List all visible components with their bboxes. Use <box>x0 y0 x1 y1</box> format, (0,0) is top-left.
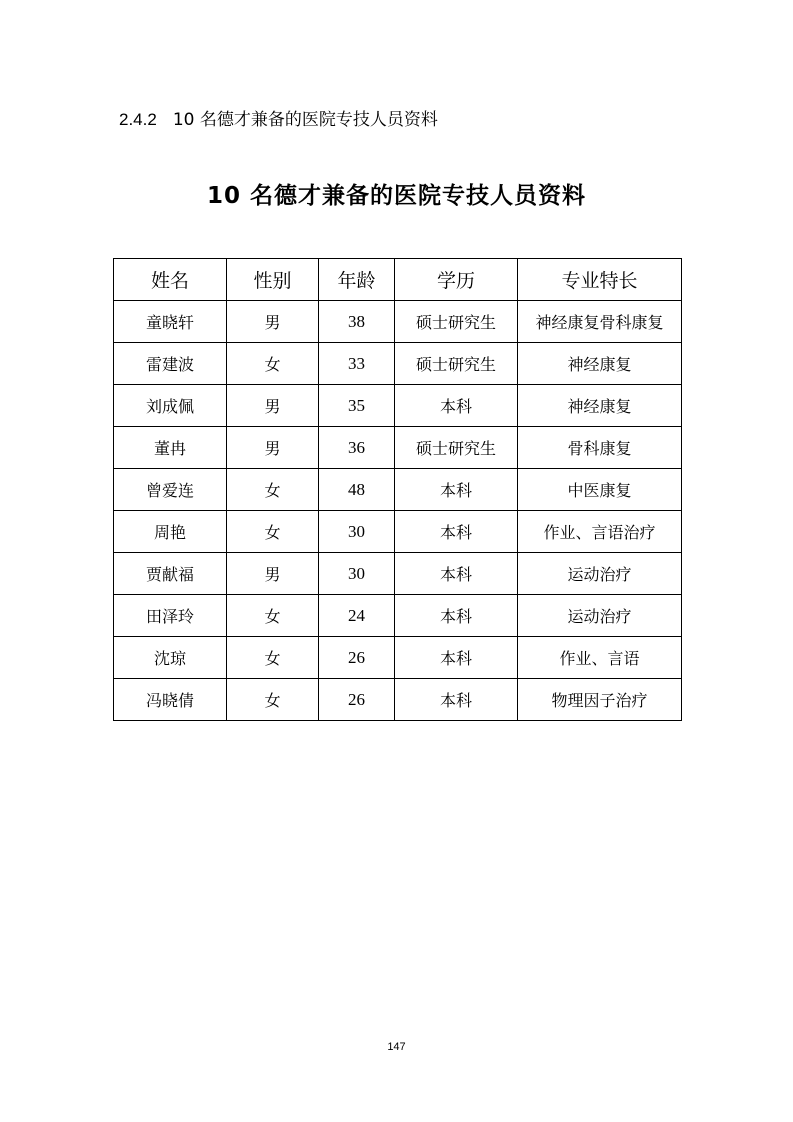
table-row <box>114 427 682 469</box>
cell-gender: 女 <box>227 511 319 553</box>
table-row <box>114 385 682 427</box>
cell-education: 本科 <box>395 679 518 721</box>
cell-age: 26 <box>319 679 395 721</box>
cell-education: 本科 <box>395 553 518 595</box>
table-row <box>114 301 682 343</box>
cell-gender: 女 <box>227 595 319 637</box>
cell-education: 本科 <box>395 595 518 637</box>
cell-name: 周艳 <box>114 511 227 553</box>
header-gender: 性别 <box>227 259 319 301</box>
cell-age: 26 <box>319 637 395 679</box>
cell-specialty: 作业、言语治疗 <box>518 511 682 553</box>
header-education: 学历 <box>395 259 518 301</box>
cell-name: 刘成佩 <box>114 385 227 427</box>
cell-age: 35 <box>319 385 395 427</box>
cell-gender: 男 <box>227 553 319 595</box>
cell-age: 36 <box>319 427 395 469</box>
header-specialty: 专业特长 <box>518 259 682 301</box>
cell-name: 田泽玲 <box>114 595 227 637</box>
header-name: 姓名 <box>114 259 227 301</box>
cell-education: 硕士研究生 <box>395 427 518 469</box>
table-header <box>114 259 682 301</box>
cell-gender: 男 <box>227 385 319 427</box>
section-number: 2.4.2 <box>119 110 157 129</box>
cell-age: 33 <box>319 343 395 385</box>
page-number: 147 <box>387 1041 406 1053</box>
cell-age: 30 <box>319 511 395 553</box>
cell-specialty: 运动治疗 <box>518 595 682 637</box>
cell-age: 38 <box>319 301 395 343</box>
cell-name: 贾献福 <box>114 553 227 595</box>
section-title: 10 名德才兼备的医院专技人员资料 <box>172 110 438 130</box>
cell-education: 硕士研究生 <box>395 301 518 343</box>
cell-age: 30 <box>319 553 395 595</box>
staff-table <box>113 258 682 721</box>
cell-gender: 女 <box>227 343 319 385</box>
table-row <box>114 511 682 553</box>
cell-specialty: 作业、言语 <box>518 637 682 679</box>
cell-gender: 男 <box>227 301 319 343</box>
cell-specialty: 中医康复 <box>518 469 682 511</box>
cell-specialty: 神经康复 <box>518 385 682 427</box>
cell-name: 沈琼 <box>114 637 227 679</box>
cell-education: 本科 <box>395 637 518 679</box>
cell-specialty: 神经康复骨科康复 <box>518 301 682 343</box>
header-age: 年龄 <box>319 259 395 301</box>
cell-gender: 男 <box>227 427 319 469</box>
cell-name: 曾爱连 <box>114 469 227 511</box>
cell-education: 本科 <box>395 469 518 511</box>
cell-specialty: 神经康复 <box>518 343 682 385</box>
cell-name: 雷建波 <box>114 343 227 385</box>
cell-specialty: 骨科康复 <box>518 427 682 469</box>
section-heading <box>119 108 438 132</box>
cell-education: 硕士研究生 <box>395 343 518 385</box>
table-row <box>114 679 682 721</box>
header-row <box>114 259 682 301</box>
table-body <box>114 301 682 721</box>
cell-gender: 女 <box>227 637 319 679</box>
cell-education: 本科 <box>395 385 518 427</box>
cell-age: 24 <box>319 595 395 637</box>
table-row <box>114 553 682 595</box>
cell-gender: 女 <box>227 469 319 511</box>
cell-name: 童晓轩 <box>114 301 227 343</box>
cell-education: 本科 <box>395 511 518 553</box>
cell-gender: 女 <box>227 679 319 721</box>
document-title: 10 名德才兼备的医院专技人员资料 <box>206 183 586 209</box>
cell-specialty: 运动治疗 <box>518 553 682 595</box>
cell-specialty: 物理因子治疗 <box>518 679 682 721</box>
cell-age: 48 <box>319 469 395 511</box>
cell-name: 董冉 <box>114 427 227 469</box>
table-row <box>114 469 682 511</box>
table-row <box>114 637 682 679</box>
cell-name: 冯晓倩 <box>114 679 227 721</box>
table-row <box>114 343 682 385</box>
table-row <box>114 595 682 637</box>
